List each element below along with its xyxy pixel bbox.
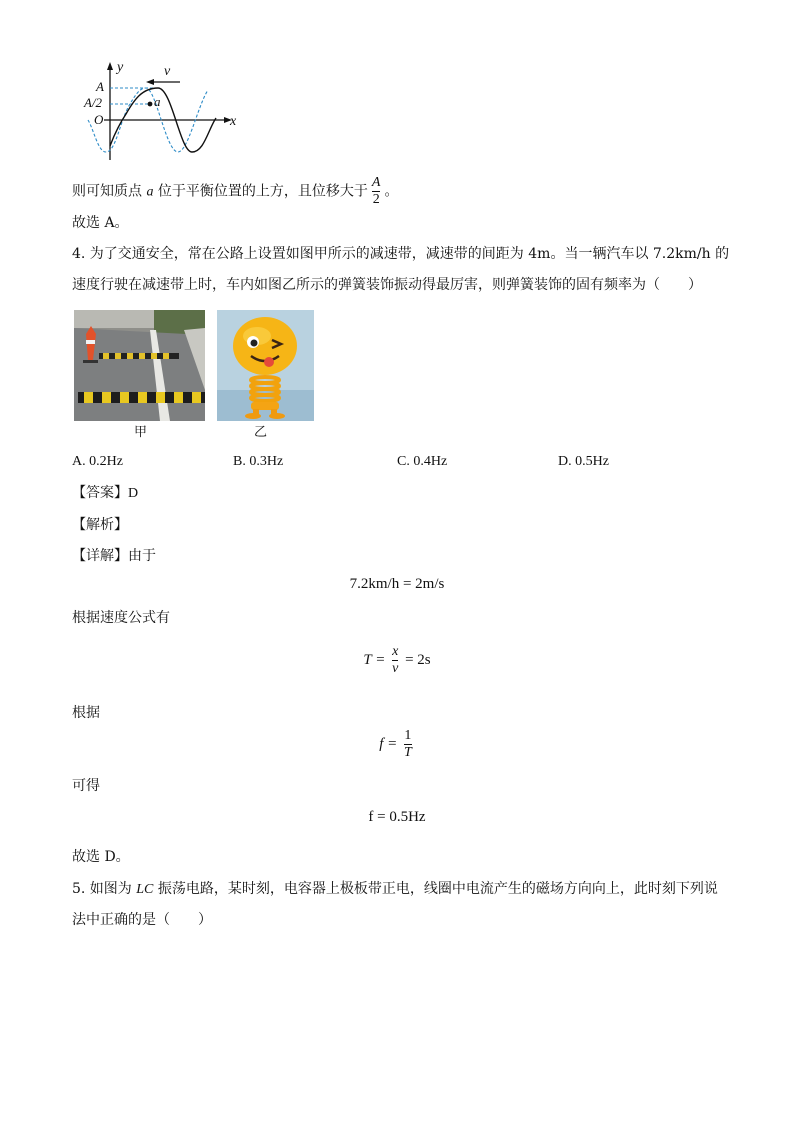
- eq3-fraction: [404, 728, 412, 761]
- fraction-numerator: A: [371, 175, 381, 190]
- analysis-tag: 【解析】: [72, 517, 128, 533]
- x-axis-label: x: [230, 114, 237, 129]
- equation-frequency: [0, 728, 794, 761]
- question5-suffix: 振荡电路，某时刻，电容器上极板带正电，线圈中电流产生的磁场方向向上，此时刻下列说: [153, 881, 718, 897]
- eq3-denominator: T: [404, 745, 412, 760]
- image-label-jia: 甲: [134, 425, 148, 440]
- question4-line2: 速度行驶在减速带上时，车内如图乙所示的弹簧装饰振动得最厉害，则弹簧装饰的固有频率为（ ）: [72, 277, 702, 293]
- detail-line: [72, 546, 156, 566]
- question5-prefix: 5. 如图为: [72, 881, 137, 897]
- eq2-numerator: x: [392, 644, 399, 659]
- speed-bump-photo: [74, 310, 205, 421]
- text-speed-formula: 根据速度公式有: [72, 610, 170, 626]
- option-b[interactable]: B. 0.3Hz: [233, 454, 284, 469]
- velocity-label: v: [164, 64, 171, 79]
- intro-prefix: 则可知质点: [72, 183, 147, 200]
- detail-tag: 【详解】: [72, 548, 128, 564]
- wave-figure: [80, 60, 250, 165]
- text-according: 根据: [72, 705, 100, 721]
- intro-line: [72, 175, 398, 208]
- text-get: 可得: [72, 778, 100, 794]
- answer-line: [72, 483, 138, 504]
- intro-end: 。: [384, 183, 399, 200]
- point-a-label: a: [154, 94, 161, 109]
- detail-text: 由于: [128, 548, 156, 564]
- answer-tag: 【答案】: [72, 485, 128, 501]
- intro-fraction: [372, 175, 381, 208]
- eq2-lhs: T =: [363, 651, 386, 668]
- question4-line1: 4. 为了交通安全，常在公路上设置如图甲所示的减速带，减速带的间距为 4m。当一辆汽车以 7.2km/h 的: [72, 246, 730, 262]
- eq2-rhs: = 2s: [405, 651, 431, 668]
- equation-result: f = 0.5Hz: [368, 809, 426, 825]
- origin-label: O: [94, 112, 104, 127]
- y-axis-label: y: [117, 60, 124, 75]
- intro-suffix: 位于平衡位置的上方，且位移大于: [153, 183, 368, 200]
- choose-d-line: 故选 D。: [72, 849, 130, 865]
- tick-A-half-label: A/2: [84, 95, 103, 110]
- intro-var-a: a: [146, 184, 154, 200]
- eq3-lhs: f =: [379, 735, 398, 752]
- choose-a-line: 故选 A。: [72, 215, 129, 231]
- eq3-numerator: 1: [404, 728, 412, 743]
- option-a[interactable]: A. 0.2Hz: [72, 454, 123, 469]
- image-label-yi: 乙: [254, 425, 268, 440]
- fraction-denominator: 2: [372, 192, 380, 207]
- eq2-denominator: v: [392, 661, 399, 676]
- tick-A-label: A: [96, 79, 104, 94]
- equation-speed-conversion: 7.2km/h = 2m/s: [349, 576, 445, 592]
- question5-var-lc: LC: [136, 882, 154, 897]
- answer-value: D: [128, 486, 139, 501]
- spring-toy-photo: [217, 310, 314, 421]
- option-d[interactable]: D. 0.5Hz: [558, 454, 609, 469]
- question5-line2: 法中正确的是（ ）: [72, 912, 212, 928]
- option-c[interactable]: C. 0.4Hz: [397, 454, 448, 469]
- question5-line1: [72, 879, 718, 900]
- eq2-fraction: [392, 644, 398, 677]
- equation-period: [0, 644, 794, 677]
